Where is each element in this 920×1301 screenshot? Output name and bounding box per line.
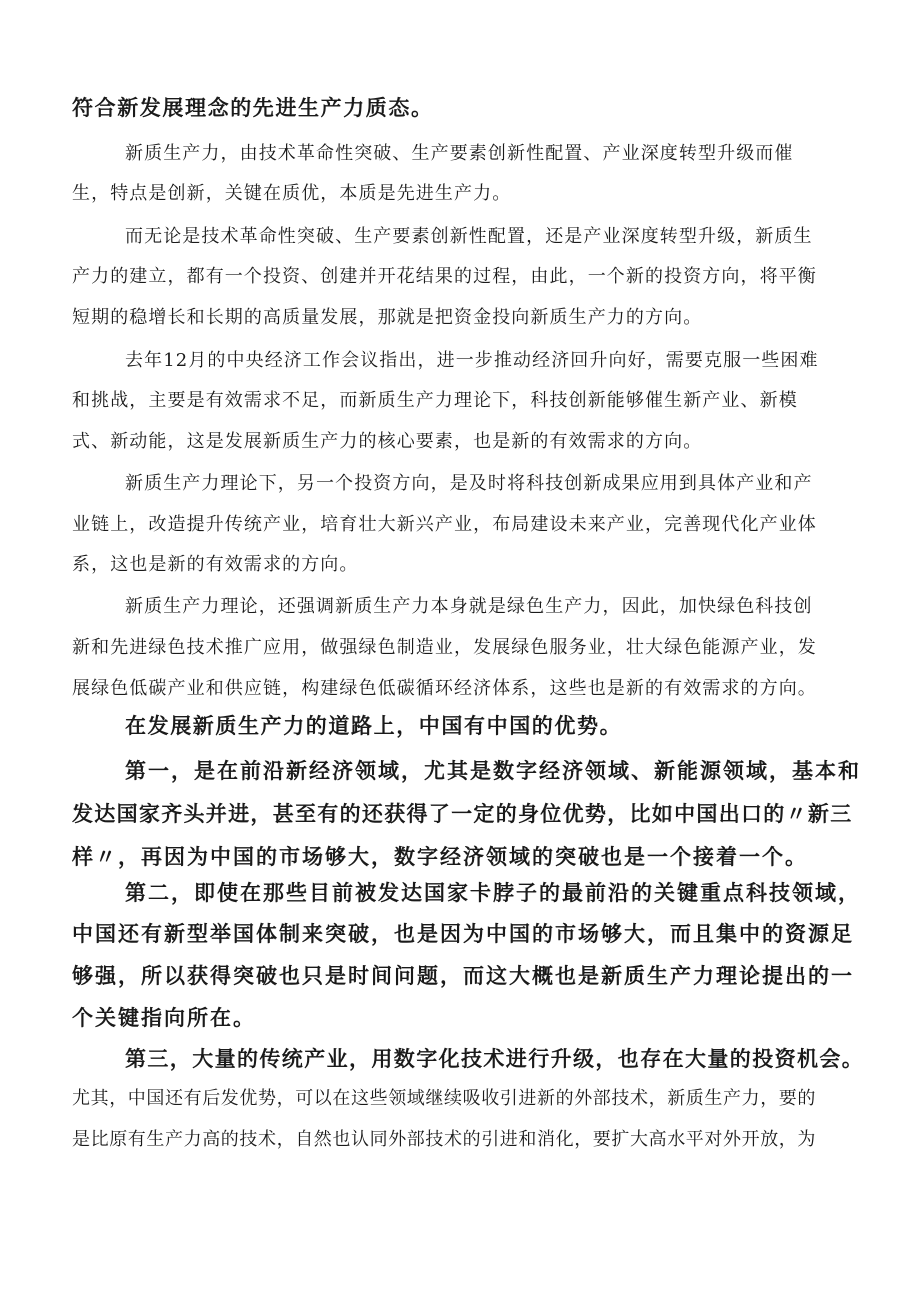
text-line: 而无论是技术革命性突破、生产要素创新性配置，还是产业深度转型升级，新质生 bbox=[125, 226, 813, 247]
text-line: 样〃，再因为中国的市场够大，数字经济领域的突破也是一个接着一个。 bbox=[72, 844, 808, 869]
text-line: 新质生产力理论下，另一个投资方向，是及时将科技创新成果应用到具体产业和产 bbox=[125, 473, 813, 494]
text-line: 是比原有生产力高的技术，自然也认同外部技术的引进和消化，要扩大高水平对外开放，为 bbox=[72, 1129, 816, 1150]
text-line: 发达国家齐头并进，甚至有的还获得了一定的身位优势，比如中国出口的〃新三 bbox=[72, 801, 853, 826]
text-line: 展绿色低碳产业和供应链，构建绿色低碳循环经济体系，这些也是新的有效需求的方向。 bbox=[72, 678, 817, 699]
text-line: 产力的建立，都有一个投资、创建并开花结果的过程，由此，一个新的投资方向，将平衡 bbox=[72, 266, 817, 287]
text-line: 个关键指向所在。 bbox=[72, 1005, 256, 1030]
text-line: 系，这也是新的有效需求的方向。 bbox=[72, 554, 359, 575]
text-line: 短期的稳增长和长期的高质量发展，那就是把资金投向新质生产力的方向。 bbox=[72, 307, 703, 328]
text-line: 够强，所以获得突破也只是时间问题，而这大概也是新质生产力理论提出的一 bbox=[72, 963, 854, 988]
text-line: 生，特点是创新，关键在质优，本质是先进生产力。 bbox=[72, 183, 512, 204]
text-line: 式、新动能，这是发展新质生产力的核心要素，也是新的有效需求的方向。 bbox=[72, 431, 703, 452]
text-line: 第一，是在前沿新经济领域，尤其是数字经济领域、新能源领域，基本和 bbox=[125, 758, 861, 783]
text-line: 新质生产力理论，还强调新质生产力本身就是绿色生产力，因此，加快绿色科技创 bbox=[125, 596, 813, 617]
text-line: 第三，大量的传统产业，用数字化技术进行升级，也存在大量的投资机会。 bbox=[125, 1046, 865, 1071]
text-line: 第二，即使在那些目前被发达国家卡脖子的最前沿的关键重点科技领域， bbox=[125, 880, 861, 905]
text-line: 去年12月的中央经济工作会议指出，进一步推动经济回升向好，需要克服一些困难 bbox=[125, 350, 819, 371]
text-line: 和挑战，主要是有效需求不足，而新质生产力理论下，科技创新能够催生新产业、新模 bbox=[72, 390, 798, 411]
text-line: 业链上，改造提升传统产业，培育壮大新兴产业，布局建设未来产业，完善现代化产业体 bbox=[72, 514, 817, 535]
text-line: 在发展新质生产力的道路上，中国有中国的优势。 bbox=[125, 713, 623, 738]
text-line: 新质生产力，由技术革命性突破、生产要素创新性配置、产业深度转型升级而催 bbox=[125, 143, 794, 164]
text-line: 新和先进绿色技术推广应用，做强绿色制造业，发展绿色服务业，壮大绿色能源产业，发 bbox=[72, 637, 817, 658]
text-line: 符合新发展理念的先进生产力质态。 bbox=[72, 95, 434, 120]
text-line: 尤其，中国还有后发优势，可以在这些领域继续吸收引进新的外部技术，新质生产力，要的 bbox=[72, 1088, 816, 1109]
text-line: 中国还有新型举国体制来突破，也是因为中国的市场够大，而且集中的资源足 bbox=[72, 921, 854, 946]
